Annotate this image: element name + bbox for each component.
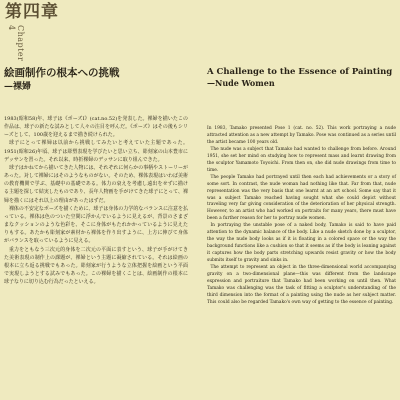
chapter-number-en: Chapter 4 <box>7 25 25 62</box>
paragraph-jp: 重力をともなう三次元的身体を二次元の平面に表すという、球子が手がけてきた美術表現の制作上の課題が、裸婦という主題に凝縮されている。それは絵画の根本に立ち返る挑戦でもあった。彫刻家が行うような立体把握を絵画という平面で実現しようとする試みでもあった。この裸婦を描くことは、絵画制作の根本に球子なりに切り込む行為だったといえる。 <box>4 246 188 286</box>
chapter-heading <box>5 2 65 62</box>
paragraph-jp: 球子にとって裸婦は以前から挑戦してみたいと考えていた主題であった。1951(昭和26)年頃、球子は彫塑表現を学びたいと思い立ち、彫刻家の山本豊市にデッサンを習った。それ以来、時折裸婦のデッサンに取り組んできた。 <box>4 140 188 163</box>
paragraph-en: The attempt to represent an object in the three-dimensional world accompanying gravity on a two-dimensional plane—this was different from the landscape expression and portraiture that Tamako had been working on until then. What Tamako was challenging was the task of fitting a sculptor's understanding of the third dimension into the format of a painting using the nude as her subject matter. This could also be regarded Tamako's own way of getting to the essence of painting. <box>207 265 396 305</box>
section-subtitle-en: —Nude Women <box>207 78 275 88</box>
english-column <box>207 66 396 307</box>
paragraph-jp: 裸体の不安定なポーズを描くために、球子は身体の力学的なバランスに注意を払っている。裸体は色のついた空間に浮かんでいるように見えるが、背景のさまざまなクッションのような色彩を、そこに身体がもたれかかっているように見えたりもする。あたかも彫刻家が素材から裸体を作り出すように、上方に伸びて身体がバランスを取っているように見える。 <box>4 205 188 245</box>
paragraph-en: In 1983, Tamako presented Pose 1 (cat. no. 52). This work portraying a nude attracted attention as a new attempt by Tamako. Pose was continued as a series until the artist became 100 years old. <box>207 126 396 145</box>
chapter-number-jp: 第四章 <box>5 2 59 22</box>
section-title-en: A Challenge to the Essence of Painting <box>207 67 393 77</box>
body-text-en <box>207 126 396 307</box>
paragraph-en: The nude was a subject that Tamako had wanted to challenge from before. Around 1951, she set her mind on studying how to represent mass and learnt drawing from the sculptor Yamamoto Toyoichi. From then on, she did nude drawings from time to time. <box>207 146 396 173</box>
paragraph-jp: 球子はかねてから描いてきた人物には、それぞれに何らかの事柄やストーリーがあった。対して裸婦にはそのようなものがない。そのため、裸体表現はいわば美術の教育機関で学ぶ、基礎中の基礎である。体力の衰えを考慮し遠出をせずに描ける主題を探して結実したものであり、長年人物画を手がけてきた球子にとって、裸婦を描くにはそれ以上の理由があったはずだ。 <box>4 164 189 204</box>
paragraph-en: The people Tamako had portrayed until then each had achievements or a story of some sort. In contrast, the nude woman had nothing like that. Far from that, nude representation was the very basis that one learnt at an art school. Some say that it was a subject Tamako reached having sought what she could depict without traveling very far giving consideration of the deterioration of her physical strength. However, to an artist who had worked on portraits for many years, there must have been a further reason for her to portray nude women. <box>207 174 396 222</box>
japanese-column <box>4 66 188 286</box>
section-title-jp: 絵画制作の根本への挑戦 <box>4 67 120 79</box>
paragraph-jp: 1983(昭和58)年、球子は《ポーズⅠ》(cat.no.52)を発表した。裸婦を描いたこの作品は、球子の新たな試みとして人々の注目を呼んだ。《ポーズ》はその後もシリーズとして、100歳を迎えるまで描き続けられた。 <box>4 116 188 139</box>
body-text-jp <box>4 115 188 286</box>
section-subtitle-jp: —裸婦 <box>4 82 32 92</box>
paragraph-en: In portraying the unstable pose of a naked body, Tamako is said to have paid attention to the dynamic balance of the body. Like a nude sketch done by a sculptor, the way the nude body looks as if it is floating in a colored space or the way the background functions like a cushion so that it seems as if the body is leaning against it captures how the body parts stretching upwards resist gravity or how the body submits itself to gravity and sinks in. <box>207 223 396 264</box>
